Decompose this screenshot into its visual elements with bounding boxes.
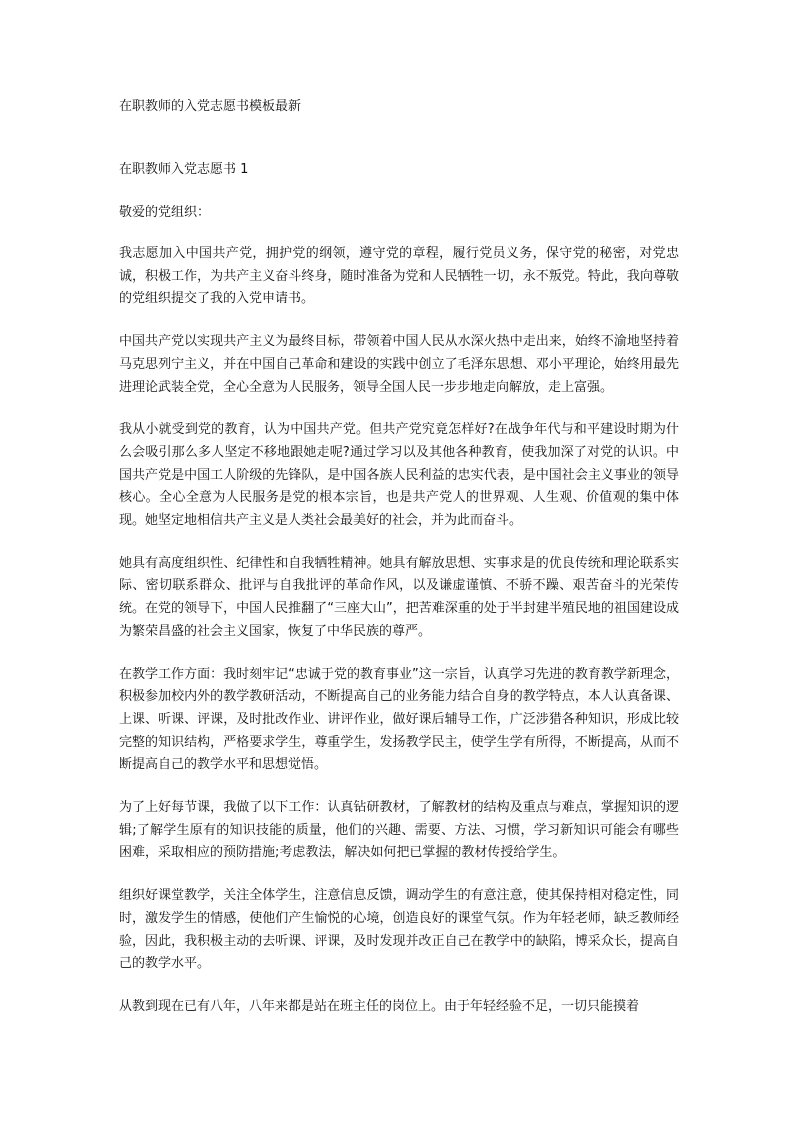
paragraph: 我志愿加入中国共产党，拥护党的纲领，遵守党的章程，履行党员义务，保守党的秘密，对党忠诚，积极工作，为共产主义奋斗终身，随时准备为党和人民牺牲一切，永不叛党。特此，我向尊敬的党组织提交了我的入党申请书。 [119, 246, 679, 307]
salutation: 敬爱的党组织： [119, 205, 211, 220]
section-title: 在职教师入党志愿书 1 [119, 162, 249, 177]
body-text [119, 243, 679, 1039]
paragraph: 从教到现在已有八年，八年来都是站在班主任的岗位上。由于年轻经验不足，一切只能摸着 [119, 998, 640, 1014]
paragraph: 她具有高度组织性、纪律性和自我牺牲精神。她具有解放思想、实事求是的优良传统和理论联系实际、密切联系群众、批评与自我批评的革命作风，以及谦虚谨慎、不骄不躁、艰苦奋斗的光荣传统。在党的领导下，中国人民推翻了“三座大山”，把苦难深重的处于半封建半殖民地的祖国建设成为繁荣昌盛的社会主义国家，恢复了中华民族的尊严。 [119, 555, 679, 639]
document-title: 在职教师的入党志愿书模板最新 [119, 99, 302, 114]
paragraph: 组织好课堂教学，关注全体学生，注意信息反馈，调动学生的有意注意，使其保持相对稳定性，同时，激发学生的情感，使他们产生愉悦的心境，创造良好的课堂气氛。作为年轻老师，缺乏教师经验，因此，我积极主动的去听课、评课，及时发现并改正自己在教学中的缺陷，博采众长，提高自己的教学水平。 [119, 888, 679, 972]
paragraph: 在教学工作方面：我时刻牢记“忠诚于党的教育事业”这一宗旨，认真学习先进的教育教学新理念，积极参加校内外的教学教研活动，不断提高自己的业务能力结合自身的教学特点，本人认真备课、上课、听课、评课，及时批改作业、讲评作业，做好课后辅导工作，广泛涉猎各种知识，形成比较完整的知识结构，严格要求学生，尊重学生，发扬教学民主，使学生学有所得，不断提高，从而不断提高自己的教学水平和思想觉悟。 [119, 666, 679, 773]
paragraph: 中国共产党以实现共产主义为最终目标，带领着中国人民从水深火热中走出来，始终不渝地坚持着马克思列宁主义，并在中国自己革命和建设的实践中创立了毛泽东思想、邓小平理论，始终用最先进理论武装全党，全心全意为人民服务，领导全国人民一步步地走向解放，走上富强。 [119, 334, 679, 395]
paragraph: 我从小就受到党的教育，认为中国共产党。但共产党究竟怎样好?在战争年代与和平建设时期为什么会吸引那么多人坚定不移地跟她走呢?通过学习以及其他各种教育，使我加深了对党的认识。中国共产党是中国工人阶级的先锋队，是中国各族人民利益的忠实代表，是中国社会主义事业的领导核心。全心全意为人民服务是党的根本宗旨，也是共产党人的世界观、人生观、价值观的集中体现。她坚定地相信共产主义是人类社会最美好的社会，并为此而奋斗。 [119, 422, 679, 529]
paragraph: 为了上好每节课，我做了以下工作：认真钻研教材，了解教材的结构及重点与难点，掌握知识的逻辑;了解学生原有的知识技能的质量，他们的兴趣、需要、方法、习惯，学习新知识可能会有哪些困难，采取相应的预防措施;考虑教法，解决如何把已掌握的教材传授给学生。 [119, 800, 679, 861]
